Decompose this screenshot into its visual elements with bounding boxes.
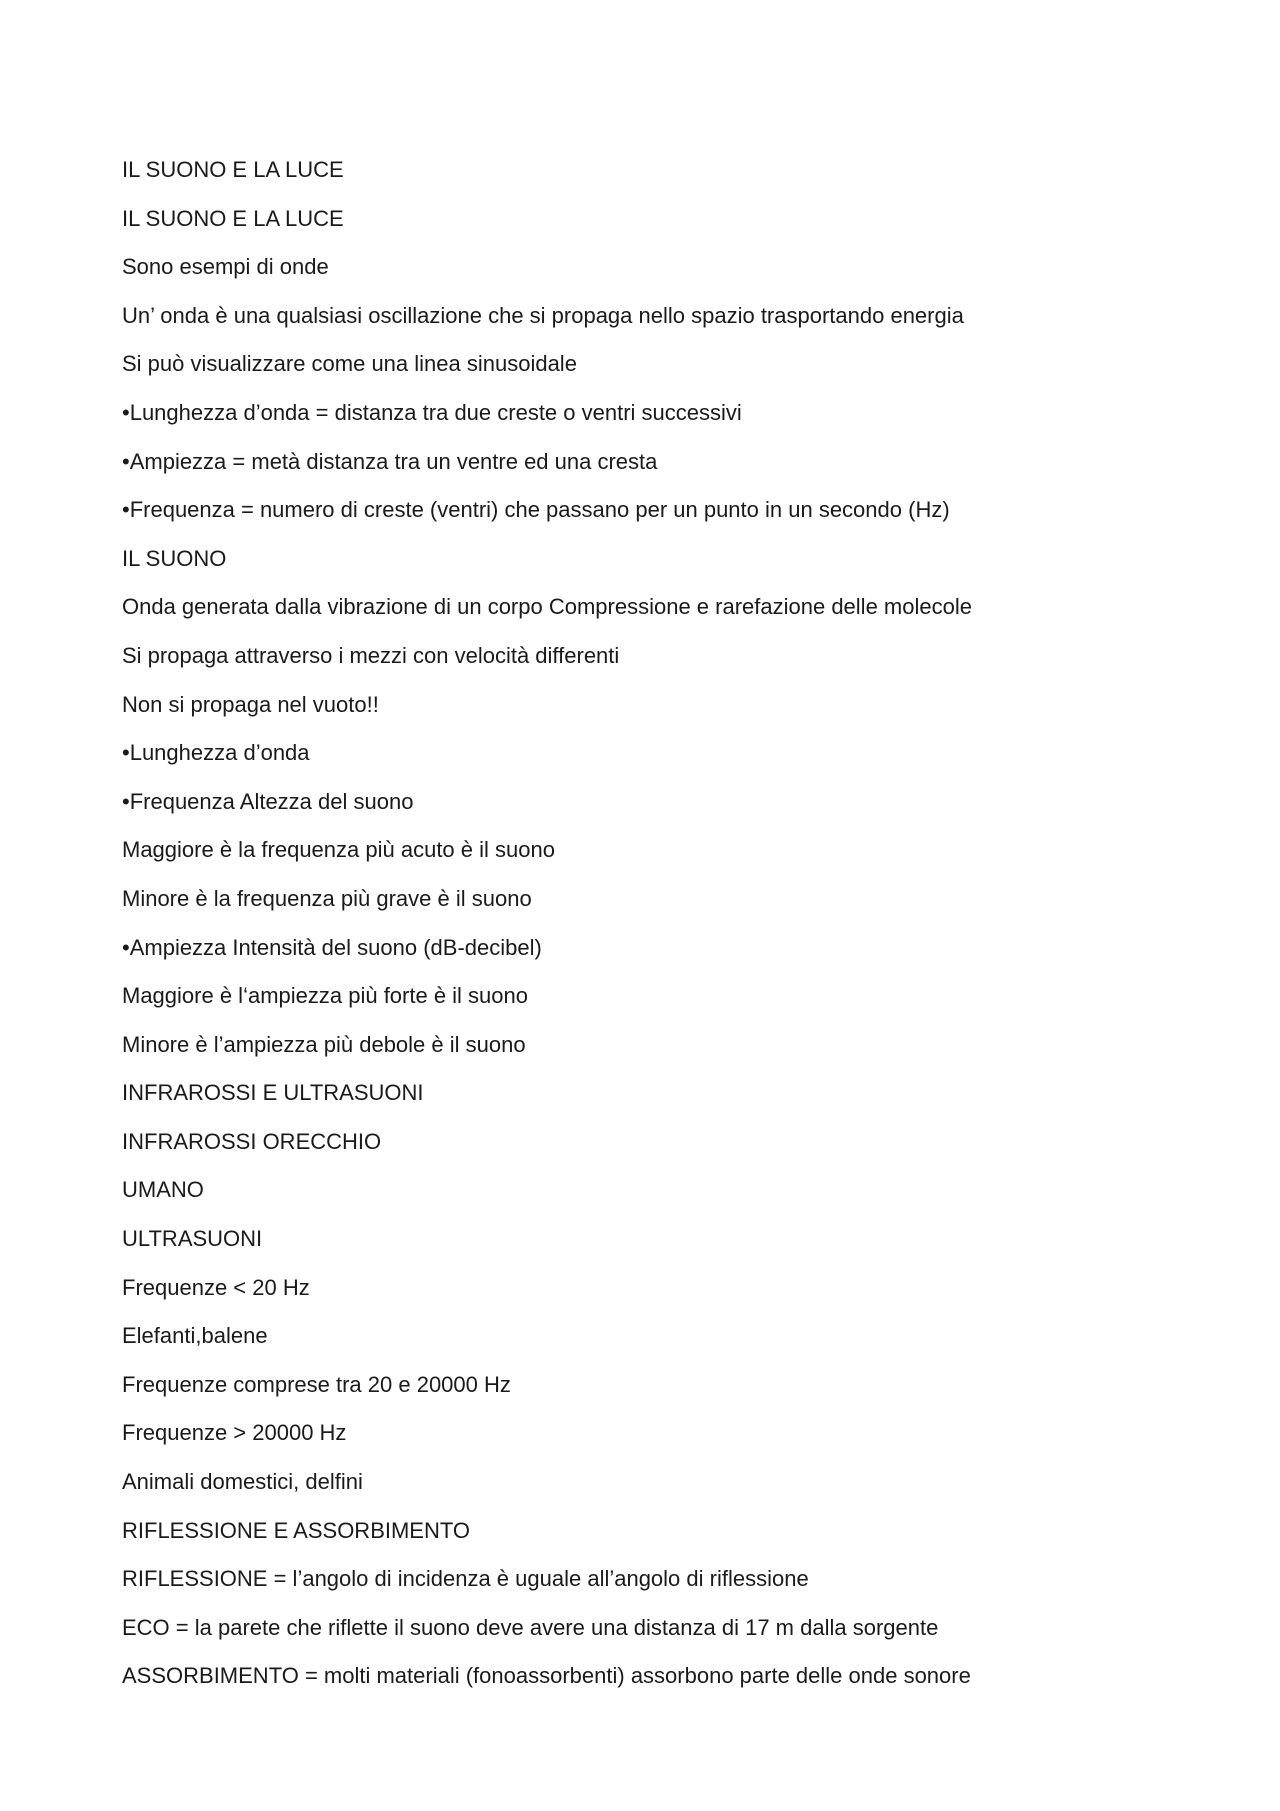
text-line: Animali domestici, delfini <box>122 1469 363 1495</box>
text-line: Sono esempi di onde <box>122 254 329 280</box>
bullet-line: •Frequenza = numero di creste (ventri) che passano per un punto in un secondo (Hz) <box>122 497 950 523</box>
bullet-line: •Ampiezza Intensità del suono (dB-decibel) <box>122 934 542 960</box>
text-line: Frequenze > 20000 Hz <box>122 1420 347 1446</box>
text-line: Un’ onda è una qualsiasi oscillazione che si propaga nello spazio trasportando energia <box>122 302 964 328</box>
text-line: UMANO <box>122 1177 204 1203</box>
text-line: Si propaga attraverso i mezzi con velocità differenti <box>122 642 620 668</box>
text-line: Minore è l’ampiezza più debole è il suono <box>122 1031 526 1057</box>
section-heading: RIFLESSIONE E ASSORBIMENTO <box>122 1517 471 1543</box>
bullet-line: •Lunghezza d’onda = distanza tra due creste o ventri successivi <box>122 399 742 425</box>
subtitle-line: IL SUONO E LA LUCE <box>122 205 344 231</box>
section-heading: IL SUONO <box>122 545 227 571</box>
bullet-line: •Ampiezza = metà distanza tra un ventre ed una cresta <box>122 448 658 474</box>
title-line: IL SUONO E LA LUCE <box>122 157 344 182</box>
text-line: ASSORBIMENTO = molti materiali (fonoassorbenti) assorbono parte delle onde sonore <box>122 1663 971 1689</box>
text-line: Maggiore è la frequenza più acuto è il suono <box>122 837 555 863</box>
text-line: Onda generata dalla vibrazione di un corpo Compressione e rarefazione delle molecole <box>122 594 972 620</box>
bullet-line: •Lunghezza d’onda <box>122 740 310 766</box>
text-line: ULTRASUONI <box>122 1226 263 1252</box>
text-line: RIFLESSIONE = l’angolo di incidenza è uguale all’angolo di riflessione <box>122 1566 809 1592</box>
text-line: Si può visualizzare come una linea sinusoidale <box>122 351 577 377</box>
text-line: Frequenze < 20 Hz <box>122 1274 310 1300</box>
text-line: ECO = la parete che riflette il suono deve avere una distanza di 17 m dalla sorgente <box>122 1614 939 1640</box>
text-line: Maggiore è l‘ampiezza più forte è il suono <box>122 983 529 1009</box>
text-line: Frequenze comprese tra 20 e 20000 Hz <box>122 1371 511 1397</box>
text-line: Elefanti,balene <box>122 1323 268 1349</box>
text-line: Minore è la frequenza più grave è il suono <box>122 885 532 911</box>
section-heading: INFRAROSSI E ULTRASUONI <box>122 1080 424 1106</box>
document-body <box>122 150 1162 1705</box>
bullet-line: •Frequenza Altezza del suono <box>122 788 414 814</box>
text-line: INFRAROSSI ORECCHIO <box>122 1128 382 1154</box>
text-line: Non si propaga nel vuoto!! <box>122 691 379 717</box>
